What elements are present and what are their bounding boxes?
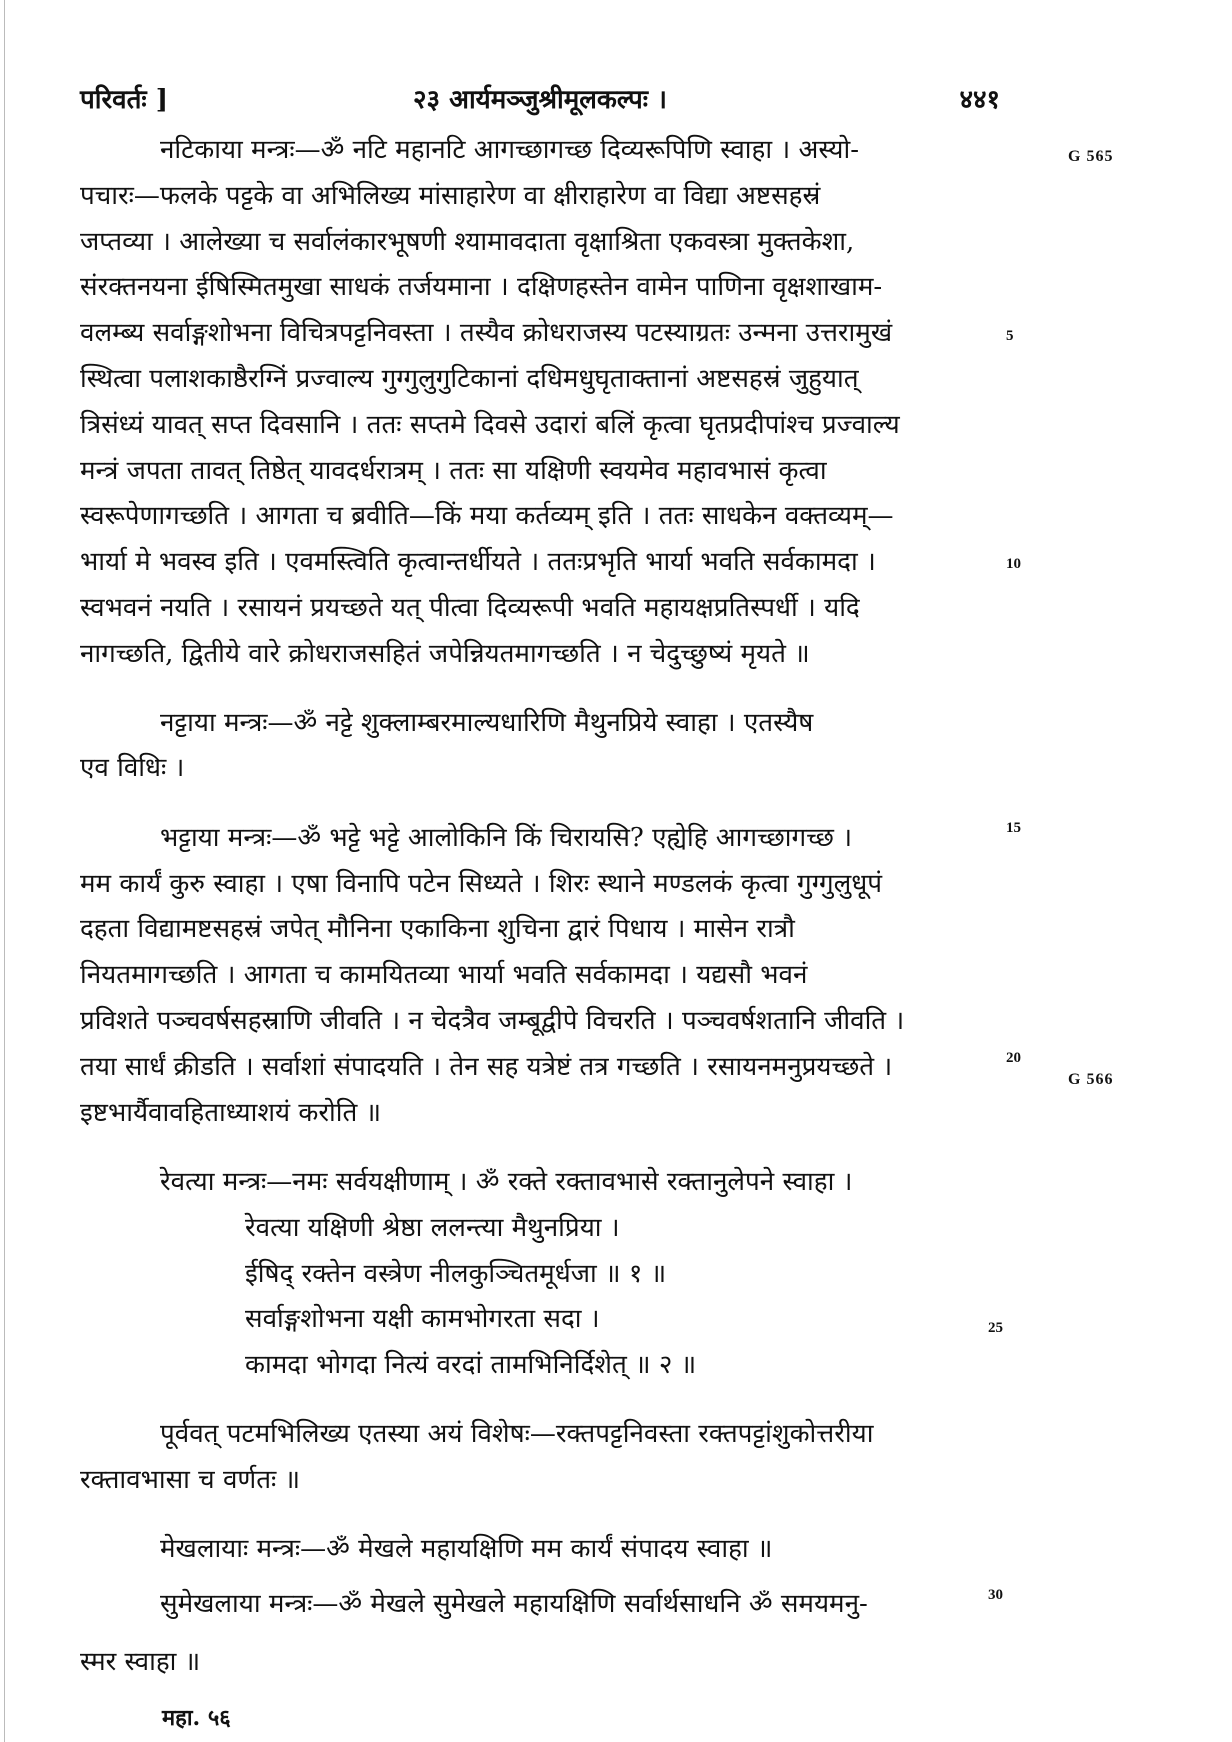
text-line: प्रविशते पञ्चवर्षसहस्राणि जीवति । न चेदत्रैव जम्बूद्वीपे विचरति । पञ्चवर्षशतानि जीवति ।: [80, 1006, 905, 1036]
text-line: भट्टाया मन्त्रः—ॐ भट्टे भट्टे आलोकिनि किं चिरायसि? एह्येहि आगच्छागच्छ ।: [160, 823, 853, 853]
line-number-20: 20: [1006, 1050, 1021, 1066]
page-edge-line: [4, 0, 5, 1742]
text-line: पूर्ववत् पटमभिलिख्य एतस्या अयं विशेषः—रक्तपट्टनिवस्ता रक्तपट्टांशुकोत्तरीया: [160, 1419, 874, 1449]
verse-line: सर्वाङ्गशोभना यक्षी कामभोगरता सदा ।: [245, 1304, 600, 1334]
text-line: नट्टाया मन्त्रः—ॐ नट्टे शुक्लाम्बरमाल्यधारिणि मैथुनप्रिये स्वाहा । एतस्यैष: [160, 708, 814, 738]
margin-ref-g566: G 566: [1068, 1071, 1114, 1088]
text-line: वलम्ब्य सर्वाङ्गशोभना विचित्रपट्टनिवस्ता । तस्यैव क्रोधराजस्य पटस्याग्रतः उन्मना उत्तरामुखं: [80, 318, 893, 348]
text-line: भार्या मे भवस्व इति । एवमस्त्विति कृत्वान्तर्धीयते । ततःप्रभृति भार्या भवति सर्वकामदा ।: [80, 547, 876, 577]
header-section-label: परिवर्तः ]: [80, 85, 169, 115]
header-page-number: ४४१: [959, 85, 1000, 115]
line-number-10: 10: [1006, 556, 1021, 572]
text-line: मेखलायाः मन्त्रः—ॐ मेखले महायक्षिणि मम कार्यं संपादय स्वाहा ॥: [160, 1534, 773, 1564]
text-line: त्रिसंध्यं यावत् सप्त दिवसानि । ततः सप्तमे दिवसे उदारां बलिं कृत्वा घृतप्रदीपांश्च प्रज्वाल्य: [80, 410, 900, 440]
text-line: रेवत्या मन्त्रः—नमः सर्वयक्षीणाम् । ॐ रक्ते रक्तावभासे रक्तानुलेपने स्वाहा ।: [160, 1167, 853, 1197]
text-line: नागच्छति, द्वितीये वारे क्रोधराजसहितं जपेन्नियतमागच्छति । न चेदुच्छुष्यं मृयते ॥: [80, 639, 810, 669]
text-line: रक्तावभासा च वर्णतः ॥: [80, 1465, 301, 1495]
text-line: नटिकाया मन्त्रः—ॐ नटि महानटि आगच्छागच्छ दिव्यरूपिणि स्वाहा । अस्यो-: [160, 135, 860, 165]
line-number-5: 5: [1006, 328, 1014, 344]
text-line: संरक्तनयना ईषिस्मितमुखा साधकं तर्जयमाना । दक्षिणहस्तेन वामेन पाणिना वृक्षशाखाम-: [80, 272, 883, 302]
text-line: मन्त्रं जपता तावत् तिष्ठेत् यावदर्धरात्रम् । ततः सा यक्षिणी स्वयमेव महावभासं कृत्वा: [80, 456, 827, 486]
signature-mark: महा. ५६: [162, 1705, 231, 1731]
verse-line: कामदा भोगदा नित्यं वरदां तामभिनिर्दिशेत् ॥ २ ॥: [245, 1350, 697, 1380]
text-line: स्मर स्वाहा ॥: [80, 1647, 201, 1677]
text-line: स्थित्वा पलाशकाष्ठैरग्निं प्रज्वाल्य गुग्गुलुगुटिकानां दधिमधुघृताक्तानां अष्टसहस्रं जुहुयात्: [80, 364, 859, 394]
text-line: सुमेखलाया मन्त्रः—ॐ मेखले सुमेखले महायक्षिणि सर्वार्थसाधनि ॐ समयमनु-: [160, 1589, 868, 1619]
verse-line: रेवत्या यक्षिणी श्रेष्ठा ललन्त्या मैथुनप्रिया ।: [245, 1213, 620, 1243]
line-number-30: 30: [988, 1587, 1003, 1603]
text-line: पचारः—फलके पट्टके वा अभिलिख्य मांसाहारेण वा क्षीराहारेण वा विद्या अष्टसहस्रं: [80, 181, 821, 211]
text-line: इष्टभार्यैवावहिताध्याशयं करोति ॥: [80, 1098, 382, 1128]
margin-ref-g565: G 565: [1068, 148, 1114, 165]
text-line: जप्तव्या । आलेख्या च सर्वालंकारभूषणी श्यामावदाता वृक्षाश्रिता एकवस्त्रा मुक्तकेशा,: [80, 227, 855, 257]
text-line: स्वभवनं नयति । रसायनं प्रयच्छते यत् पीत्वा दिव्यरूपी भवति महायक्षप्रतिस्पर्धी । यदि: [80, 593, 860, 623]
text-line: तया सार्धं क्रीडति । सर्वाशां संपादयति । तेन सह यत्रेष्टं तत्र गच्छति । रसायनमनुप्रयच्छते ।: [80, 1052, 893, 1082]
line-number-25: 25: [988, 1320, 1003, 1336]
text-line: दहता विद्यामष्टसहस्रं जपेत् मौनिना एकाकिना शुचिना द्वारं पिधाय । मासेन रात्रौ: [80, 914, 795, 944]
text-line: नियतमागच्छति । आगता च कामयितव्या भार्या भवति सर्वकामदा । यद्यसौ भवनं: [80, 960, 808, 990]
text-line: एव विधिः ।: [80, 753, 185, 783]
running-header: [80, 80, 1000, 120]
text-line: स्वरूपेणागच्छति । आगता च ब्रवीति—किं मया कर्तव्यम् इति । ततः साधकेन वक्तव्यम्—: [80, 501, 894, 531]
verse-line: ईषिद् रक्तेन वस्त्रेण नीलकुञ्चितमूर्धजा ॥ १ ॥: [245, 1259, 667, 1289]
header-chapter-title: २३ आर्यमञ्जुश्रीमूलकल्पः ।: [413, 85, 667, 115]
line-number-15: 15: [1006, 820, 1021, 836]
text-line: मम कार्यं कुरु स्वाहा । एषा विनापि पटेन सिध्यते । शिरः स्थाने मण्डलकं कृत्वा गुग्गुलुधूपं: [80, 869, 883, 899]
